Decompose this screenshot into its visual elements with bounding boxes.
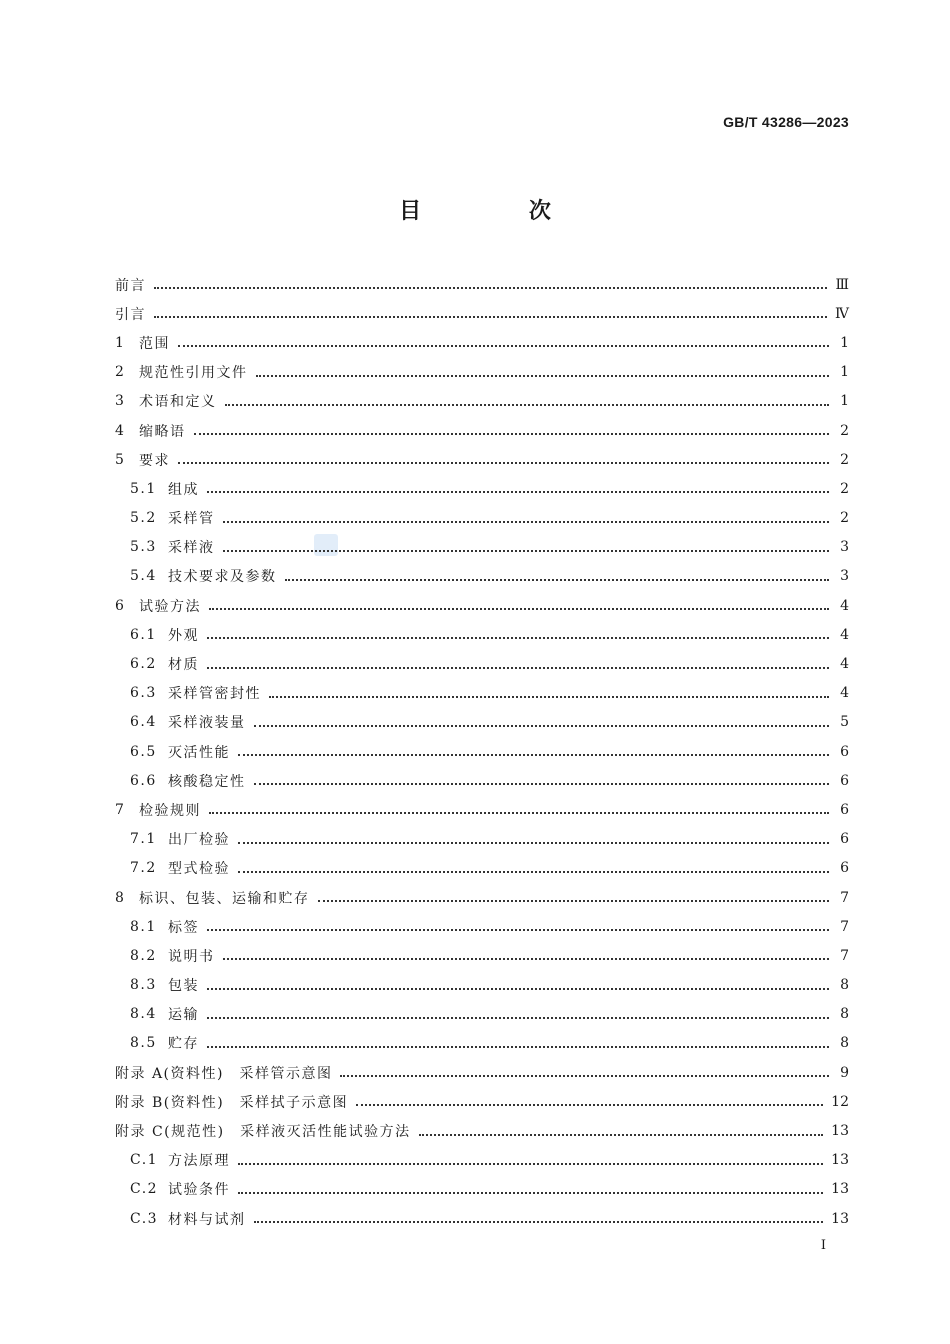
toc-entry-number: 5.1	[130, 480, 157, 497]
toc-entry-label: 采样液装量	[168, 715, 246, 732]
toc-entry[interactable]	[115, 1058, 849, 1087]
toc-leader-dots	[285, 578, 830, 581]
toc-entry-page: 13	[831, 1123, 849, 1140]
toc-entry[interactable]	[115, 299, 849, 328]
toc-entry-page: 7	[840, 889, 849, 906]
toc-leader-dots	[238, 1191, 823, 1194]
toc-entry[interactable]	[115, 795, 849, 824]
toc-entry-page: 1	[840, 364, 849, 381]
toc-leader-dots	[207, 928, 829, 931]
toc-entry-label: 灭活性能	[168, 744, 230, 761]
toc-leader-dots	[223, 549, 830, 552]
toc-entry-page: 9	[840, 1064, 849, 1081]
toc-entry-page: 4	[840, 597, 849, 614]
toc-leader-dots	[254, 782, 830, 785]
toc-entry-page: Ⅲ	[835, 276, 849, 293]
toc-entry[interactable]	[115, 825, 849, 854]
toc-entry-page: 1	[840, 334, 849, 351]
toc-leader-dots	[340, 1074, 829, 1077]
toc-entry-label: 包装	[168, 978, 199, 995]
toc-entry-page: 13	[831, 1152, 849, 1169]
toc-entry-number: 8	[115, 889, 126, 906]
toc-entry-label: 出厂检验	[168, 832, 230, 849]
toc-entry[interactable]	[115, 1116, 849, 1145]
toc-entry-page: 13	[831, 1181, 849, 1198]
toc-entry[interactable]	[115, 649, 849, 678]
toc-entry-page: 6	[840, 743, 849, 760]
toc-entry-page: 4	[840, 685, 849, 702]
toc-leader-dots	[178, 344, 829, 347]
toc-entry-label: 引言	[115, 306, 146, 323]
toc-entry-page: 8	[840, 977, 849, 994]
toc-entry[interactable]	[115, 971, 849, 1000]
toc-entry[interactable]	[115, 1000, 849, 1029]
toc-entry-label: 采样管密封性	[168, 686, 261, 703]
toc-entry-label: 前言	[115, 277, 146, 294]
toc-entry-number: 8.3	[130, 977, 157, 994]
toc-entry-page: 1	[840, 393, 849, 410]
toc-leader-dots	[254, 1220, 824, 1223]
toc-leader-dots	[419, 1133, 824, 1136]
toc-entry-number: 5	[115, 451, 126, 468]
toc-entry-number: 1	[115, 334, 126, 351]
toc-leader-dots	[238, 1162, 823, 1165]
toc-entry-label: 采样管	[168, 511, 215, 528]
toc-leader-dots	[225, 403, 830, 406]
toc-entry-label: 试验方法	[139, 598, 201, 615]
toc-entry[interactable]	[115, 1029, 849, 1058]
toc-leader-dots	[178, 461, 829, 464]
toc-entry-label: 核酸稳定性	[168, 773, 246, 790]
toc-entry[interactable]	[115, 912, 849, 941]
toc-entry-number: 7.2	[130, 860, 157, 877]
toc-entry-number: 7	[115, 801, 126, 818]
toc-leader-dots	[207, 666, 829, 669]
toc-entry-page: 8	[840, 1006, 849, 1023]
toc-entry-label: 贮存	[168, 1036, 199, 1053]
toc-entry-page: 7	[840, 918, 849, 935]
toc-entry[interactable]	[115, 416, 849, 445]
toc-entry[interactable]	[115, 533, 849, 562]
toc-entry-number: 6.4	[130, 714, 157, 731]
toc-entry[interactable]	[115, 270, 849, 299]
toc-entry-label: 材料与试剂	[168, 1211, 246, 1228]
toc-entry-label: 范围	[139, 335, 170, 352]
toc-entry-number: 5.4	[130, 568, 157, 585]
toc-entry-label: 术语和定义	[139, 394, 217, 411]
toc-entry-number: 8.2	[130, 947, 157, 964]
toc-leader-dots	[209, 607, 829, 610]
toc-entry-label: 试验条件	[168, 1182, 230, 1199]
toc-entry-label: 技术要求及参数	[168, 569, 277, 586]
toc-leader-dots	[223, 520, 830, 523]
toc-entry-page: 3	[840, 539, 849, 556]
toc-entry-number: 8.5	[130, 1035, 157, 1052]
toc-entry-label: 说明书	[168, 948, 215, 965]
toc-entry-page: 8	[840, 1035, 849, 1052]
toc-entry-label: 检验规则	[139, 802, 201, 819]
toc-entry-label: 标识、包装、运输和贮存	[139, 890, 310, 907]
toc-entry-label: 附录 C(规范性) 采样液灭活性能试验方法	[115, 1124, 411, 1141]
toc-entry-number: C.2	[130, 1181, 159, 1198]
toc-entry-page: 6	[840, 801, 849, 818]
toc-entry-label: 组成	[168, 481, 199, 498]
toc-entry-page: 6	[840, 772, 849, 789]
toc-leader-dots	[356, 1103, 823, 1106]
toc-entry-page: 3	[840, 568, 849, 585]
toc-entry-label: 采样液	[168, 540, 215, 557]
toc-entry-number: 6.2	[130, 656, 157, 673]
toc-title: 目 次	[399, 199, 601, 224]
toc-entry-page: 12	[831, 1093, 849, 1110]
toc-entry-number: C.3	[130, 1210, 159, 1227]
toc-entry-label: 材质	[168, 657, 199, 674]
toc-entry[interactable]	[115, 1175, 849, 1204]
toc-entry[interactable]	[115, 1146, 849, 1175]
toc-entry-label: 规范性引用文件	[139, 365, 248, 382]
toc-entry[interactable]	[115, 1204, 849, 1233]
toc-leader-dots	[238, 870, 829, 873]
toc-entry-page: 7	[840, 947, 849, 964]
toc-entry[interactable]	[115, 620, 849, 649]
toc-leader-dots	[238, 841, 829, 844]
toc-entry-number: 8.4	[130, 1006, 157, 1023]
toc-entry[interactable]	[115, 737, 849, 766]
toc-entry[interactable]	[115, 445, 849, 474]
toc-entry-number: C.1	[130, 1152, 159, 1169]
toc-leader-dots	[207, 987, 829, 990]
toc-entry[interactable]	[115, 854, 849, 883]
toc-entry-label: 要求	[139, 452, 170, 469]
toc-leader-dots	[209, 811, 829, 814]
toc-entry-number: 6.6	[130, 772, 157, 789]
toc-entry[interactable]	[115, 504, 849, 533]
toc-entry-label: 方法原理	[168, 1153, 230, 1170]
table-of-contents	[115, 270, 849, 1233]
toc-entry-number: 7.1	[130, 831, 157, 848]
toc-entry-page: 5	[840, 714, 849, 731]
toc-entry-label: 缩略语	[139, 423, 186, 440]
toc-entry[interactable]	[115, 328, 849, 357]
toc-entry-label: 运输	[168, 1007, 199, 1024]
toc-entry[interactable]	[115, 766, 849, 795]
toc-entry[interactable]	[115, 591, 849, 620]
toc-leader-dots	[254, 724, 830, 727]
toc-leader-dots	[223, 957, 830, 960]
toc-entry-number: 6.3	[130, 685, 157, 702]
toc-entry-page: 2	[840, 480, 849, 497]
toc-entry[interactable]	[115, 474, 849, 503]
toc-entry-label: 标签	[168, 919, 199, 936]
toc-entry-page: 6	[840, 860, 849, 877]
toc-entry[interactable]	[115, 1087, 849, 1116]
toc-entry-number: 5.3	[130, 539, 157, 556]
toc-leader-dots	[207, 1016, 829, 1019]
toc-entry[interactable]	[115, 562, 849, 591]
toc-entry-page: 4	[840, 656, 849, 673]
toc-entry-number: 8.1	[130, 918, 157, 935]
toc-entry-page: 2	[840, 451, 849, 468]
toc-leader-dots	[269, 695, 829, 698]
toc-entry-number: 3	[115, 393, 126, 410]
toc-entry-page: 6	[840, 831, 849, 848]
toc-entry[interactable]	[115, 708, 849, 737]
toc-entry[interactable]	[115, 387, 849, 416]
toc-entry[interactable]	[115, 679, 849, 708]
toc-entry-number: 5.2	[130, 510, 157, 527]
toc-entry-page: 2	[840, 510, 849, 527]
toc-entry-number: 6.5	[130, 743, 157, 760]
toc-entry-number: 6	[115, 597, 126, 614]
toc-entry[interactable]	[115, 941, 849, 970]
toc-leader-dots	[238, 753, 829, 756]
toc-leader-dots	[256, 374, 830, 377]
toc-entry-page: Ⅳ	[835, 305, 849, 322]
toc-entry-page: 2	[840, 422, 849, 439]
toc-entry-label: 型式检验	[168, 861, 230, 878]
toc-entry-page: 4	[840, 626, 849, 643]
toc-leader-dots	[154, 286, 827, 289]
toc-leader-dots	[194, 432, 830, 435]
toc-leader-dots	[154, 315, 827, 318]
toc-leader-dots	[318, 899, 830, 902]
document-code: GB/T 43286—2023	[723, 114, 849, 130]
toc-leader-dots	[207, 636, 829, 639]
toc-entry-label: 附录 B(资料性) 采样拭子示意图	[115, 1094, 349, 1111]
toc-entry[interactable]	[115, 358, 849, 387]
toc-entry[interactable]	[115, 883, 849, 912]
toc-entry-number: 2	[115, 364, 126, 381]
toc-entry-label: 外观	[168, 627, 199, 644]
toc-entry-number: 4	[115, 422, 126, 439]
toc-leader-dots	[207, 490, 829, 493]
toc-entry-number: 6.1	[130, 626, 157, 643]
toc-leader-dots	[207, 1045, 829, 1048]
footer-page-number: I	[820, 1238, 826, 1253]
toc-entry-label: 附录 A(资料性) 采样管示意图	[115, 1065, 333, 1082]
toc-entry-page: 13	[831, 1210, 849, 1227]
